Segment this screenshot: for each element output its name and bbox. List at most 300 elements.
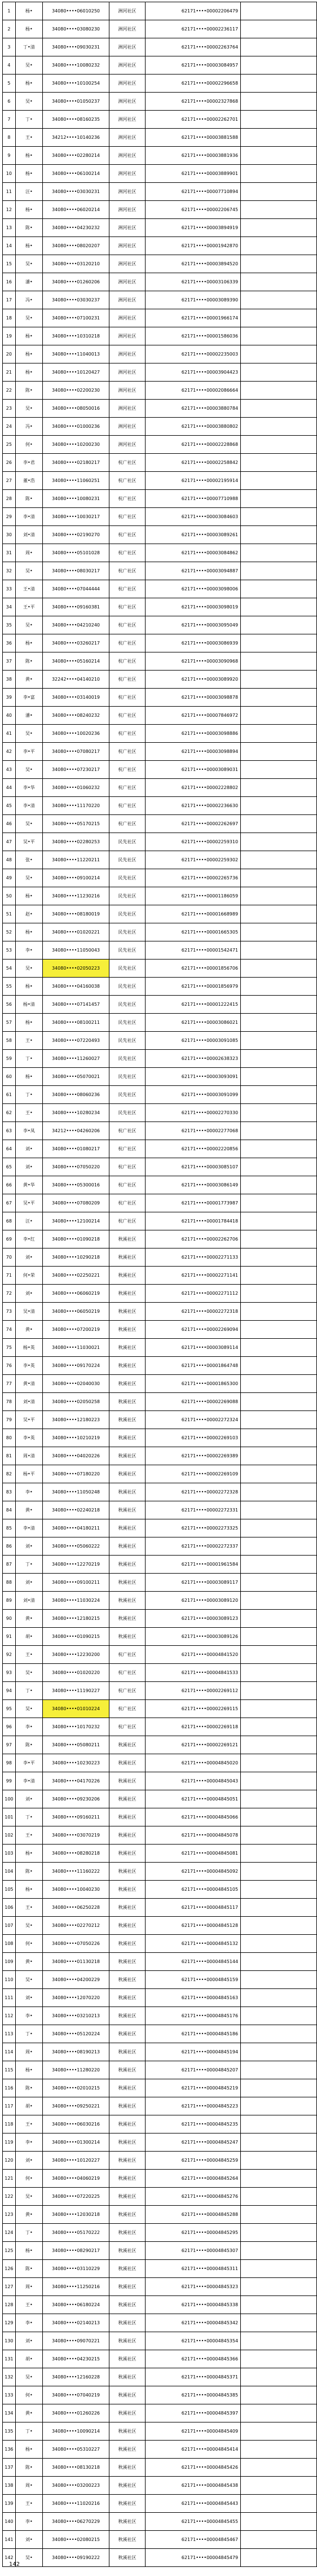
name-cell: 刘•: [15, 1140, 42, 1158]
name-cell: 冯•: [15, 418, 42, 436]
row-number-cell: 14: [3, 237, 16, 255]
name-cell: 何•: [15, 436, 42, 454]
table-row: [3, 1140, 317, 1158]
blank-cell: [241, 345, 317, 363]
name-cell: 潘•: [15, 273, 42, 291]
account-number-cell: 62171••••00004845066: [146, 1808, 241, 1826]
community-cell: 秋溪社区: [109, 1989, 146, 2007]
community-cell: 民先社区: [109, 1050, 146, 1068]
id-number-cell: 34080••••09160211: [42, 1808, 109, 1826]
account-number-cell: 62171••••00002272337: [146, 1537, 241, 1556]
id-number-cell: 34080••••01050237: [42, 93, 109, 111]
account-number-cell: 62171••••00002271112: [146, 1285, 241, 1303]
table-row: [3, 996, 317, 1014]
account-number-cell: 62171••••00002269118: [146, 1718, 241, 1736]
table-row: [3, 1393, 317, 1411]
blank-cell: [241, 38, 317, 56]
community-cell: 秋溪社区: [109, 1574, 146, 1592]
table-row: [3, 1465, 317, 1483]
row-number-cell: 15: [3, 255, 16, 273]
id-number-cell: 34080••••03200223: [42, 2477, 109, 2495]
community-cell: 秋溪社区: [109, 2260, 146, 2278]
name-cell: 杨•: [15, 75, 42, 93]
name-cell: 杨•平: [15, 1465, 42, 1483]
table-row: [3, 454, 317, 472]
name-cell: 吴•: [15, 1971, 42, 1989]
blank-cell: [241, 779, 317, 797]
table-row: [3, 1014, 317, 1032]
table-row: [3, 309, 317, 327]
name-cell: 吴•: [15, 1664, 42, 1682]
row-number-cell: 83: [3, 1483, 16, 1501]
id-number-cell: 34080••••07044444: [42, 580, 109, 598]
blank-cell: [241, 2079, 317, 2097]
id-number-cell: 34080••••12070220: [42, 1989, 109, 2007]
row-number-cell: 51: [3, 905, 16, 923]
name-cell: 吴•: [15, 761, 42, 779]
name-cell: 李•平: [15, 1754, 42, 1772]
community-cell: 秋溪社区: [109, 2531, 146, 2549]
account-number-cell: 62171••••00004845385: [146, 2386, 241, 2404]
community-cell: 秋溪社区: [109, 1411, 146, 1429]
id-number-cell: 34080••••04180211: [42, 1519, 109, 1537]
blank-cell: [241, 1646, 317, 1664]
account-number-cell: 62171••••00002269088: [146, 1393, 241, 1411]
community-cell: 秋溪社区: [109, 1592, 146, 1610]
community-cell: 洲河社区: [109, 291, 146, 309]
blank-cell: [241, 1718, 317, 1736]
id-number-cell: 34080••••08100211: [42, 1014, 109, 1032]
row-number-cell: 68: [3, 1212, 16, 1230]
community-cell: 秋溪社区: [109, 2170, 146, 2188]
blank-cell: [241, 833, 317, 851]
table-row: [3, 1104, 317, 1122]
row-number-cell: 2: [3, 20, 16, 38]
blank-cell: [241, 2061, 317, 2079]
name-cell: 李•清: [15, 1772, 42, 1790]
row-number-cell: 50: [3, 887, 16, 905]
row-number-cell: 88: [3, 1574, 16, 1592]
id-number-cell: 34080••••04060219: [42, 2170, 109, 2188]
table-row: [3, 1230, 317, 1248]
table-row: [3, 1971, 317, 1989]
account-number-cell: 62171••••00003093091: [146, 1068, 241, 1086]
id-number-cell: 34080••••03030231: [42, 183, 109, 201]
table-row: [3, 1032, 317, 1050]
blank-cell: [241, 2260, 317, 2278]
name-cell: 王•: [15, 1032, 42, 1050]
table-row: [3, 1375, 317, 1393]
row-number-cell: 76: [3, 1357, 16, 1375]
table-row: [3, 2206, 317, 2224]
row-number-cell: 70: [3, 1248, 16, 1267]
name-cell: 汪•: [15, 183, 42, 201]
account-number-cell: 62171••••00003889901: [146, 165, 241, 183]
id-number-cell: 34080••••09160381: [42, 598, 109, 616]
id-number-cell: 34080••••01260226: [42, 2404, 109, 2422]
row-number-cell: 73: [3, 1303, 16, 1321]
id-number-cell: 34080••••02010215: [42, 2079, 109, 2097]
table-row: [3, 1592, 317, 1610]
community-cell: 秋溪社区: [109, 1736, 146, 1754]
community-cell: 民先社区: [109, 851, 146, 869]
table-row: [3, 75, 317, 93]
table-row: [3, 960, 317, 978]
blank-cell: [241, 2296, 317, 2314]
row-number-cell: 119: [3, 2133, 16, 2152]
name-cell: 丁•: [15, 1808, 42, 1826]
id-number-cell: 34080••••02280214: [42, 147, 109, 165]
account-number-cell: 62171••••00001942870: [146, 237, 241, 255]
table-row: [3, 2061, 317, 2079]
blank-cell: [241, 1248, 317, 1267]
account-number-cell: 62171••••00001784418: [146, 1212, 241, 1230]
row-number-cell: 78: [3, 1393, 16, 1411]
row-number-cell: 126: [3, 2260, 16, 2278]
account-number-cell: 62171••••00002236630: [146, 797, 241, 815]
community-cell: 杭广社区: [109, 1158, 146, 1176]
table-row: [3, 689, 317, 707]
blank-cell: [241, 1628, 317, 1646]
id-number-cell: 34080••••06100214: [42, 165, 109, 183]
table-row: [3, 941, 317, 960]
account-number-cell: 62171••••00004845020: [146, 1754, 241, 1772]
id-number-cell: 34080••••10090214: [42, 2422, 109, 2441]
account-number-cell: 62171••••00003894919: [146, 219, 241, 237]
id-number-cell: 34080••••09230206: [42, 1790, 109, 1808]
account-number-cell: 62171••••00003085107: [146, 1158, 241, 1176]
community-cell: 秋溪社区: [109, 2332, 146, 2350]
blank-cell: [241, 1014, 317, 1032]
id-number-cell: 34080••••05101028: [42, 544, 109, 562]
table-row: [3, 1881, 317, 1899]
account-number-cell: 62171••••00001668989: [146, 905, 241, 923]
community-cell: 洲河社区: [109, 309, 146, 327]
table-row: [3, 1321, 317, 1339]
name-cell: 杨•: [15, 978, 42, 996]
account-number-cell: 62171••••00004845443: [146, 2495, 241, 2513]
account-number-cell: 62171••••00002273325: [146, 1519, 241, 1537]
row-number-cell: 56: [3, 996, 16, 1014]
community-cell: 秋溪社区: [109, 1935, 146, 1953]
community-cell: 民先社区: [109, 1086, 146, 1104]
blank-cell: [241, 2224, 317, 2242]
community-cell: 杭广社区: [109, 508, 146, 526]
table-row: [3, 761, 317, 779]
community-cell: 杭广社区: [109, 761, 146, 779]
account-number-cell: 62171••••00003098886: [146, 725, 241, 743]
account-number-cell: 62171••••00003089126: [146, 1628, 241, 1646]
name-cell: 杨•: [15, 2061, 42, 2079]
id-number-cell: 34080••••02050258: [42, 1393, 109, 1411]
account-number-cell: 62171••••00004845051: [146, 1790, 241, 1808]
name-cell: 王•: [15, 1899, 42, 1917]
table-row: [3, 1556, 317, 1574]
account-number-cell: 62171••••00002263764: [146, 38, 241, 56]
name-cell: 吴•: [15, 1700, 42, 1718]
id-number-cell: 34080••••06180224: [42, 2296, 109, 2314]
row-number-cell: 47: [3, 833, 16, 851]
account-number-cell: 62171••••00004845311: [146, 2260, 241, 2278]
blank-cell: [241, 2314, 317, 2332]
account-number-cell: 62171••••00003098894: [146, 743, 241, 761]
blank-cell: [241, 237, 317, 255]
id-number-cell: 34080••••11020216: [42, 2495, 109, 2513]
row-number-cell: 28: [3, 490, 16, 508]
row-number-cell: 82: [3, 1465, 16, 1483]
blank-cell: [241, 1826, 317, 1845]
name-cell: 周•清: [15, 1447, 42, 1465]
blank-cell: [241, 1176, 317, 1194]
blank-cell: [241, 2459, 317, 2477]
account-number-cell: 62171••••00002277068: [146, 1122, 241, 1140]
row-number-cell: 16: [3, 273, 16, 291]
name-cell: 丁•: [15, 111, 42, 129]
account-number-cell: 62171••••00002269389: [146, 1447, 241, 1465]
table-row: [3, 237, 317, 255]
name-cell: 吴•: [15, 869, 42, 887]
community-cell: 秋溪社区: [109, 2188, 146, 2206]
row-number-cell: 128: [3, 2296, 16, 2314]
table-row: [3, 1574, 317, 1592]
id-number-cell: 34080••••12030218: [42, 2206, 109, 2224]
row-number-cell: 48: [3, 851, 16, 869]
row-number-cell: 69: [3, 1230, 16, 1248]
row-number-cell: 22: [3, 382, 16, 400]
table-row: [3, 1285, 317, 1303]
account-number-cell: 62171••••00002086664: [146, 382, 241, 400]
row-number-cell: 65: [3, 1158, 16, 1176]
id-number-cell: 34080••••01020220: [42, 1664, 109, 1682]
blank-cell: [241, 1050, 317, 1068]
blank-cell: [241, 490, 317, 508]
id-number-cell: 34080••••07080209: [42, 1194, 109, 1212]
id-number-cell: 34080••••02240218: [42, 1501, 109, 1519]
blank-cell: [241, 1285, 317, 1303]
name-cell: 杨•: [15, 1068, 42, 1086]
blank-cell: [241, 544, 317, 562]
row-number-cell: 58: [3, 1032, 16, 1050]
account-number-cell: 62171••••00003089920: [146, 671, 241, 689]
account-number-cell: 62171••••00004845043: [146, 1772, 241, 1790]
account-number-cell: 62171••••00002228802: [146, 779, 241, 797]
name-cell: 王•: [15, 1826, 42, 1845]
name-cell: 李•: [15, 2133, 42, 2152]
id-number-cell: 34080••••07230217: [42, 761, 109, 779]
table-row: [3, 111, 317, 129]
row-number-cell: 42: [3, 743, 16, 761]
name-cell: 杨•: [15, 165, 42, 183]
table-row: [3, 1176, 317, 1194]
id-number-cell: 34080••••11030021: [42, 1339, 109, 1357]
id-number-cell: 34080••••10200230: [42, 436, 109, 454]
name-cell: 王•: [15, 1104, 42, 1122]
blank-cell: [241, 689, 317, 707]
blank-cell: [241, 1357, 317, 1375]
name-cell: 何•: [15, 2386, 42, 2404]
id-number-cell: 34080••••12270219: [42, 1556, 109, 1574]
blank-cell: [241, 1068, 317, 1086]
table-row: [3, 2441, 317, 2459]
row-number-cell: 1: [3, 2, 16, 20]
id-number-cell: 34080••••07220225: [42, 2188, 109, 2206]
table-row: [3, 2332, 317, 2350]
community-cell: 秋溪社区: [109, 1447, 146, 1465]
blank-cell: [241, 941, 317, 960]
id-number-cell: 34080••••05120224: [42, 2025, 109, 2043]
account-number-cell: 62171••••00003106339: [146, 273, 241, 291]
community-cell: 民先社区: [109, 887, 146, 905]
id-number-cell: 34080••••01020221: [42, 923, 109, 941]
name-cell: 陈•: [15, 2079, 42, 2097]
name-cell: 董•浩: [15, 472, 42, 490]
row-number-cell: 106: [3, 1899, 16, 1917]
table-row: [3, 2296, 317, 2314]
table-row: [3, 851, 317, 869]
row-number-cell: 75: [3, 1339, 16, 1357]
community-cell: 秋溪社区: [109, 2441, 146, 2459]
blank-cell: [241, 1086, 317, 1104]
name-cell: 周•: [15, 544, 42, 562]
account-number-cell: 62171••••00004845276: [146, 2188, 241, 2206]
id-number-cell: 34080••••09070221: [42, 2332, 109, 2350]
community-cell: 秋溪社区: [109, 1357, 146, 1375]
table-row: [3, 1501, 317, 1519]
table-row: [3, 2531, 317, 2549]
community-cell: 民先社区: [109, 869, 146, 887]
name-cell: 吴•平: [15, 1411, 42, 1429]
community-cell: 洲河社区: [109, 75, 146, 93]
name-cell: 冯•: [15, 291, 42, 309]
community-cell: 秋溪社区: [109, 1429, 146, 1447]
account-number-cell: 62171••••00001961584: [146, 1556, 241, 1574]
id-number-cell: 34080••••08280218: [42, 1845, 109, 1863]
name-cell: 杨•: [15, 20, 42, 38]
id-number-cell: 34080••••09100211: [42, 1574, 109, 1592]
account-number-cell: 62171••••00001586036: [146, 327, 241, 345]
account-number-cell: 62171••••00001542471: [146, 941, 241, 960]
blank-cell: [241, 327, 317, 345]
data-table: [2, 2, 317, 2567]
community-cell: 秋溪社区: [109, 1267, 146, 1285]
name-cell: 吴•: [15, 815, 42, 833]
account-number-cell: 62171••••00004845078: [146, 1826, 241, 1845]
name-cell: 陈•: [15, 1863, 42, 1881]
account-number-cell: 62171••••00001186059: [146, 887, 241, 905]
account-number-cell: 62171••••00002327868: [146, 93, 241, 111]
row-number-cell: 96: [3, 1718, 16, 1736]
name-cell: 李•: [15, 1483, 42, 1501]
row-number-cell: 26: [3, 454, 16, 472]
table-row: [3, 1646, 317, 1664]
name-cell: 王•清: [15, 580, 42, 598]
id-number-cell: 34080••••10280234: [42, 1104, 109, 1122]
name-cell: 丁•: [15, 1682, 42, 1700]
community-cell: 杭广社区: [109, 472, 146, 490]
name-cell: 李•平: [15, 743, 42, 761]
row-number-cell: 118: [3, 2115, 16, 2133]
community-cell: 秋溪社区: [109, 1826, 146, 1845]
blank-cell: [241, 363, 317, 382]
account-number-cell: 62171••••00002271141: [146, 1267, 241, 1285]
blank-cell: [241, 1519, 317, 1537]
account-number-cell: 62171••••00002236117: [146, 20, 241, 38]
community-cell: 杭广社区: [109, 1682, 146, 1700]
name-cell: 刘•: [15, 1790, 42, 1808]
name-cell: 杨•: [15, 2441, 42, 2459]
blank-cell: [241, 1447, 317, 1465]
blank-cell: [241, 255, 317, 273]
name-cell: 吴•: [15, 2188, 42, 2206]
account-number-cell: 62171••••00004845371: [146, 2368, 241, 2386]
account-number-cell: 62171••••00003089120: [146, 1592, 241, 1610]
blank-cell: [241, 1104, 317, 1122]
community-cell: 秋溪社区: [109, 1845, 146, 1863]
id-number-cell: 34080••••07040219: [42, 2386, 109, 2404]
community-cell: 洲河社区: [109, 436, 146, 454]
table-row: [3, 2278, 317, 2296]
blank-cell: [241, 2368, 317, 2386]
community-cell: 杭广社区: [109, 797, 146, 815]
table-row: [3, 1790, 317, 1808]
name-cell: 王•: [15, 2495, 42, 2513]
row-number-cell: 71: [3, 1267, 16, 1285]
account-number-cell: 62171••••00001865300: [146, 1375, 241, 1393]
name-cell: 陈•: [15, 2459, 42, 2477]
row-number-cell: 117: [3, 2097, 16, 2115]
table-row: [3, 1447, 317, 1465]
id-number-cell: 34080••••08020207: [42, 237, 109, 255]
blank-cell: [241, 2170, 317, 2188]
table-row: [3, 1664, 317, 1682]
account-number-cell: 62171••••00004845186: [146, 2025, 241, 2043]
id-number-cell: 34080••••11050043: [42, 941, 109, 960]
name-cell: 吴•: [15, 616, 42, 634]
id-number-cell: 34080••••07050226: [42, 1935, 109, 1953]
table-row: [3, 1935, 317, 1953]
row-number-cell: 13: [3, 219, 16, 237]
account-number-cell: 62171••••00003881936: [146, 147, 241, 165]
id-number-cell: 34080••••03260217: [42, 634, 109, 652]
community-cell: 秋溪社区: [109, 1303, 146, 1321]
id-number-cell: 34080••••09170224: [42, 1357, 109, 1375]
row-number-cell: 34: [3, 598, 16, 616]
community-cell: 杭广社区: [109, 1718, 146, 1736]
row-number-cell: 89: [3, 1592, 16, 1610]
account-number-cell: 62171••••00001864748: [146, 1357, 241, 1375]
blank-cell: [241, 1863, 317, 1881]
id-number-cell: 34080••••10210219: [42, 1429, 109, 1447]
table-row: [3, 1682, 317, 1700]
community-cell: 洲河社区: [109, 93, 146, 111]
id-number-cell: 34080••••11230216: [42, 887, 109, 905]
id-number-cell: 34080••••08160235: [42, 111, 109, 129]
name-cell: 王•: [15, 1646, 42, 1664]
community-cell: 杭广社区: [109, 1646, 146, 1664]
name-cell: 李•: [15, 2007, 42, 2025]
name-cell: 杨•: [15, 201, 42, 219]
table-row: [3, 2, 317, 20]
id-number-cell: 34080••••01090215: [42, 1628, 109, 1646]
id-number-cell: 34080••••11050248: [42, 1483, 109, 1501]
row-number-cell: 46: [3, 815, 16, 833]
row-number-cell: 115: [3, 2061, 16, 2079]
id-number-cell: 34080••••05080211: [42, 1736, 109, 1754]
community-cell: 秋溪社区: [109, 1610, 146, 1628]
account-number-cell: 62171••••00003091099: [146, 1086, 241, 1104]
row-number-cell: 80: [3, 1429, 16, 1447]
account-number-cell: 62171••••00001966174: [146, 309, 241, 327]
